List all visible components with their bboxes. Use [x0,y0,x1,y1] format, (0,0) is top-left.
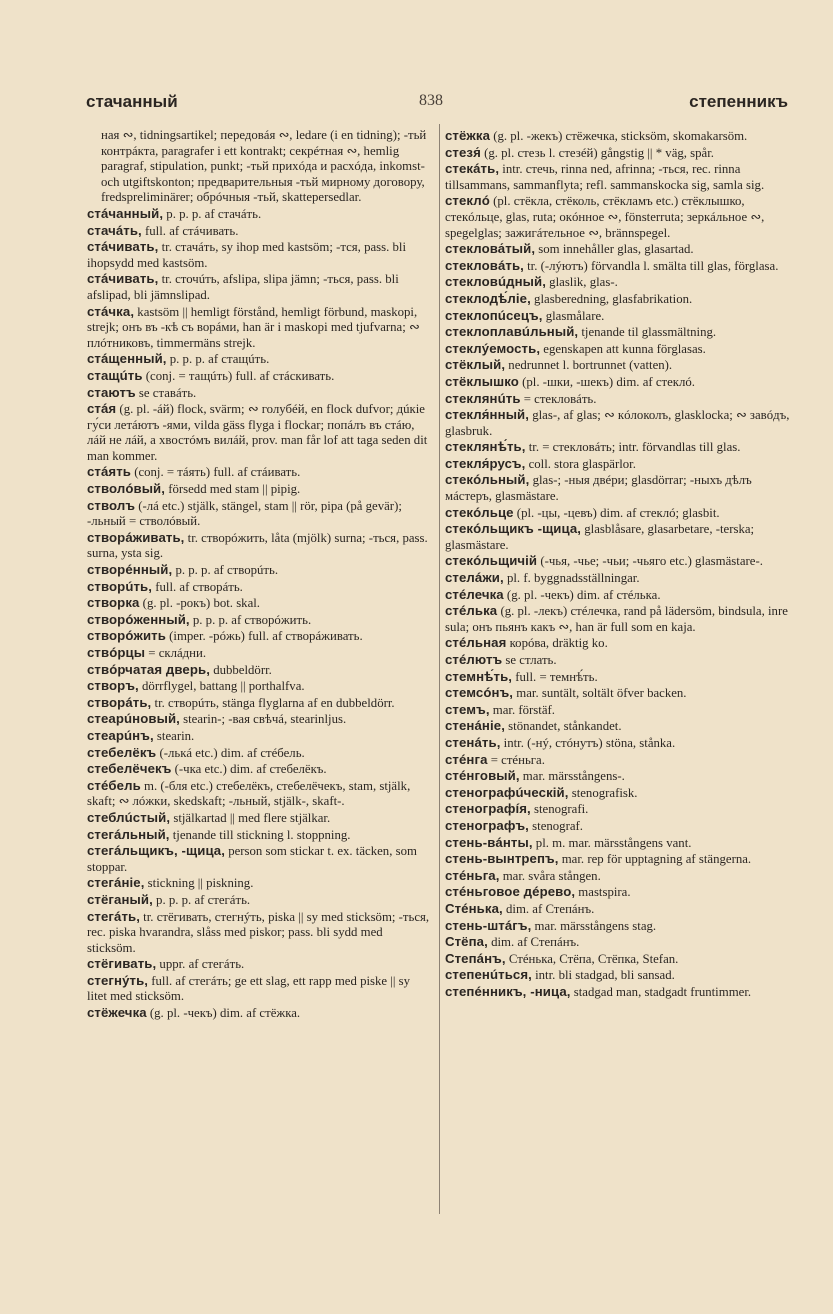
entry-definition: stenografi. [530,802,589,817]
entry-headword: стелáжи, [445,570,504,586]
entry-headword: стегáльный, [87,826,170,842]
entry-headword: стенографúческій, [445,784,569,800]
dictionary-entry [445,241,796,258]
entry-headword: створъ, [87,678,139,694]
entry-definition: pl. m. mar. märsstångens vant. [532,835,692,850]
entry-definition: (-лькá etc.) dim. af стéбель. [156,745,305,760]
dictionary-entry [445,145,796,162]
entry-headword: стёгивать, [87,956,157,972]
dictionary-entry [445,851,796,868]
entry-definition: (pl. стёкла, стёколь, стёкламъ etc.) стёклышко, стекóльце, glas, ruta; окóнное ∾, fönsterruta; зеркáльное ∾, spegelglas; зажигáтельное ∾, brännspegel. [445,194,765,240]
dictionary-entry [87,612,432,629]
dictionary-entry [87,530,432,562]
entry-headword: степéнникъ, -ница, [445,983,571,999]
entry-definition: full. = темнѣ́ть. [512,669,598,684]
entry-definition: m. (-бля etc.) стебелёкъ, стебелёчекъ, stam, stjälk, skaft; ∾ лóжки, skedskaft; -льный, stjälk-, skaft-. [87,778,411,809]
entry-headword: стеклянѣ́ть, [445,439,526,455]
right-column [445,128,796,1220]
entry-definition: Стéнька, Стёпа, Стёпка, Stefan. [505,951,679,966]
entry-headword: стеарúновый, [87,711,180,727]
dictionary-entry [445,161,796,193]
dictionary-entry [87,464,432,481]
entry-headword: Степáнъ, [445,950,506,966]
entry-headword: стень-вынтрепъ, [445,851,559,867]
dictionary-entry [445,818,796,835]
entry-headword: стекловúдный, [445,274,546,290]
entry-headword: стегáніе, [87,875,145,891]
dictionary-entry [87,385,432,402]
entry-definition: (conj. = тащúть) full. af стáскивать. [142,368,335,383]
dictionary-entry [87,728,432,745]
entry-headword: стекóльный, [445,472,530,488]
entry-headword: стволъ [87,497,136,513]
entry-headword: стеклопúсецъ, [445,307,543,323]
dictionary-entry [445,801,796,818]
entry-headword: стволóвый, [87,481,166,497]
entry-definition: som innehåller glas, glasartad. [535,242,694,257]
entry-headword: стемнѣ́ть, [445,668,513,684]
entry-headword: стáчивать, [87,239,159,255]
dictionary-entry [445,835,796,852]
page-header [86,92,788,122]
entry-definition: tr. стёгивать, стегнýть, piska || sy med sticksöm; -ться, rec. piska hvarandra, slåss med piskor; pass. bli sydd med sticksöm. [87,909,430,955]
entry-definition: tr. = стекловáть; intr. förvandlas till glas. [525,440,741,455]
dictionary-entry [87,827,432,844]
entry-definition: tjenande til glassmältning. [578,325,717,340]
dictionary-entry [87,562,432,579]
entry-headword: ствóрчатая дверь, [87,661,210,677]
entry-headword: стеблúстый, [87,809,171,825]
entry-definition: (-лá etc.) stjälk, stängel, stam || rör, pipa (på gevär); -льный = стволóвый. [87,498,402,529]
dictionary-entry [87,810,432,827]
entry-definition: mastspira. [575,885,631,900]
dictionary-entry [87,128,432,206]
dictionary-entry [445,357,796,374]
entry-definition: se ставáть. [135,385,197,400]
dictionary-entry [445,901,796,918]
entry-headword: стачáть, [87,222,142,238]
entry-definition: intr. (-нý, стóнутъ) stöna, stånka. [500,735,676,750]
entry-headword: створóжить [87,628,166,644]
dictionary-entry [445,984,796,1001]
entry-definition: glaslik, glas-. [545,275,618,290]
entry-headword: стáять [87,464,131,480]
entry-headword: стемъ, [445,701,490,717]
entry-headword: стéбель [87,777,141,793]
dictionary-entry [445,735,796,752]
entry-definition: корóва, dräktig ko. [506,636,608,651]
entry-headword: стéлютъ [445,652,503,667]
entry-headword: стéнговый, [445,768,520,784]
dictionary-entry [87,778,432,810]
entry-headword: стекóльщичій [445,553,538,569]
entry-headword: стеклова́тый, [445,241,536,257]
entry-headword: стеклýемость, [445,340,541,356]
dictionary-entry [445,391,796,408]
dictionary-entry [445,472,796,504]
entry-definition: tr. сточúть, afslipa, slipa jämn; -ться, pass. bli afslipad, bli jämnslipad. [87,272,399,302]
entry-headword: стекóльщикъ -щица, [445,521,582,537]
entry-headword: стéньга, [445,867,500,883]
dictionary-entry [445,274,796,291]
entry-definition: stönandet, stånkandet. [504,719,622,734]
entry-definition: stearin-; -вая свѣчá, stearinljus. [179,712,347,727]
entry-definition: intr. bli stadgad, bli sansad. [531,968,675,983]
entry-definition: p. p. p. af стачáть. [163,206,262,221]
entry-definition: dim. af Степáнъ. [502,901,595,916]
entry-definition: p. p. p. af стащúть. [166,352,270,367]
entry-definition: mar. märsstångens-. [519,769,625,784]
entry-definition: intr. стечь, rinna ned, afrinna; -ться, rec. rinna tillsammans, sammanflyta; refl. sammanskocka sig, samla sig. [445,162,765,192]
entry-headword: стебелёчекъ [87,761,172,777]
entry-headword: Стéнька, [445,900,503,916]
entry-definition: (g. pl. -чекъ) dim. af стёжка. [146,1006,301,1021]
entry-headword: стеклянúть [445,390,521,406]
entry-definition: (g. pl. -áй) flock, svärm; ∾ голубéй, en flock dufvor; дúкіе гу́си летáютъ -ями, vilda gäss flyga i flockar; попáлъ въ стáю, лáй не лáй, а хвостóмъ вилáй, prov. man får lof att taga seden dit man kommer. [87,402,428,463]
entry-definition: (g. pl. -рокъ) bot. skal. [139,596,261,611]
entry-headword: стекловáть, [445,257,524,273]
dictionary-entry [445,587,796,604]
entry-definition: mar. förstäf. [489,702,555,717]
dictionary-entry [87,481,432,498]
dictionary-entry [87,628,432,645]
entry-headword: стень-штáгъ, [445,917,532,933]
entry-headword: створóженный, [87,611,190,627]
entry-headword: стегáльщикъ, -щица, [87,843,226,859]
entry-headword: стёклышко [445,373,519,389]
entry-definition: full. af стáчивать. [141,223,239,238]
entry-headword: стекля́русъ, [445,455,526,471]
entry-definition: (pl. -цы, -цевъ) dim. af стеклó; glasbit. [513,505,720,520]
entry-headword: стемсóнъ, [445,685,514,701]
dictionary-entry [87,745,432,762]
dictionary-entry [445,456,796,473]
entry-definition: glas-; -ныя двéри; glasdörrar; -ныхъ дѣлъ мáстеръ, glasmästare. [445,473,752,504]
entry-definition: dörrflygel, battang || porthalfva. [138,679,305,694]
dictionary-entry [87,239,432,271]
entry-headword: стёжка [445,128,491,143]
right-running-headword: степенникъ [689,92,788,111]
entry-definition: glasblåsare, glasarbetare, -terska; glasmästare. [445,522,755,552]
dictionary-entry [87,368,432,385]
entry-headword: стёганый, [87,891,153,907]
entry-headword: створáживать, [87,529,185,545]
entry-headword: створúть, [87,578,153,594]
entry-headword: стáчанный, [87,205,164,221]
dictionary-entry [87,401,432,464]
entry-definition: (imper. -рóжь) full. af створáживать. [165,629,363,644]
dictionary-entry [87,695,432,712]
entry-definition: dim. af Степáнъ. [487,935,580,950]
entry-definition: ная ∾, tidningsartikel; передовáя ∾, ledare (i en tidning); -тьй контрáкта, paragrafer i ett kontrakt; секрéтная ∾, hemlig paragraf, stipulation, punkt; -тьй прихóда и расхóда, inkomst- och utgiftskonton; предварительныя -тьй мирному договору, fredspreliminärer; обрóчныя -тьй, skattepersedlar. [101,128,427,205]
entry-definition: stadgad man, stadgadt fruntimmer. [570,984,752,999]
entry-definition: pl. f. byggnadsställningar. [503,571,640,586]
entry-headword: створáть, [87,694,152,710]
dictionary-entry [87,909,432,957]
dictionary-entry [445,128,796,145]
entry-headword: стéнга [445,751,488,767]
dictionary-entry [87,662,432,679]
entry-headword: стекóльце [445,504,514,520]
entry-definition: nedrunnet l. bortrunnet (vatten). [505,358,673,373]
dictionary-entry [445,553,796,570]
entry-headword: створка [87,595,140,611]
entry-headword: стенографíя, [445,801,531,817]
entry-definition: stenograf. [528,818,583,833]
entry-headword: стеклоплавúльный, [445,324,579,340]
entry-headword: стéльная [445,635,507,651]
entry-definition: se стлать. [502,653,557,667]
entry-headword: степенúться, [445,967,532,983]
entry-definition: tjenande till stickning l. stoppning. [169,827,351,842]
entry-definition: (g. pl. -лекъ) стéлечка, rand på lädersöm, bindsula, inre sula; онъ пьянъ какъ ∾, han är full som en kaja. [445,604,788,634]
entry-headword: створéнный, [87,562,173,578]
dictionary-entry [87,678,432,695]
dictionary-entry [445,291,796,308]
entry-headword: стéлька [445,603,498,619]
entry-definition: kastsöm || hemligt förstånd, hemligt förbund, maskopi, strejk; онъ въ -кѣ съ ворáми, han är i maskopi med tjufvarna; ∾ плóтниковъ, timmermäns strejk. [87,304,420,350]
entry-headword: ствóрцы [87,645,146,660]
entry-definition: stearin. [153,728,195,743]
dictionary-entry [445,967,796,984]
dictionary-entry [445,374,796,391]
entry-definition: (-чка etc.) dim. af стебелёкъ. [171,762,327,777]
entry-headword: стеклодѣ́ліе, [445,290,531,306]
dictionary-entry [445,407,796,439]
entry-headword: стень-вáнты, [445,834,533,850]
dictionary-entry [87,843,432,875]
entry-definition: = стéньга. [487,752,545,767]
entry-definition: uppr. af стегáть. [156,957,245,972]
dictionary-entry [445,934,796,951]
dictionary-entry [87,498,432,530]
left-column [87,128,432,1220]
dictionary-entry [445,785,796,802]
entry-headword: стёклый, [445,357,506,373]
dictionary-entry [445,768,796,785]
dictionary-entry [445,324,796,341]
entry-definition: p. p. p. af стегáть. [152,892,251,907]
dictionary-entry [87,595,432,612]
dictionary-entry [445,439,796,456]
dictionary-entry [445,341,796,358]
entry-headword: стáя [87,401,117,417]
entry-headword: стащúть [87,367,143,383]
entry-definition: mar. märsstångens stag. [531,918,657,933]
entry-headword: стáчивать, [87,271,159,287]
entry-definition: = стекловáть. [520,391,597,406]
dictionary-entry [445,884,796,901]
dictionary-entry [445,652,796,669]
entry-definition: mar. suntält, soltält öfver backen. [513,686,687,701]
entry-headword: стекля́нный, [445,407,530,423]
dictionary-entry [87,271,432,303]
entry-definition: mar. svåra stången. [499,868,601,883]
entry-headword: стéньговое дéрево, [445,884,576,900]
entry-definition: tr. стачáть, sy ihop med kastsöm; -тся, pass. bli ihopsydd med kastsöm. [87,240,407,270]
dictionary-entry [87,351,432,368]
entry-definition: stenografisk. [568,785,638,800]
entry-headword: стенографъ, [445,817,529,833]
entry-definition: coll. stora glaspärlor. [525,456,636,471]
entry-headword: стегáть, [87,908,140,924]
dictionary-entry [87,892,432,909]
entry-definition: stickning || piskning. [144,876,254,891]
dictionary-entry [445,258,796,275]
entry-headword: стёжечка [87,1005,147,1021]
entry-headword: Стёпа, [445,934,488,950]
entry-definition: egenskapen att kunna förglasas. [540,341,706,356]
entry-headword: стáщенный, [87,351,167,367]
entry-headword: стекáть, [445,161,500,177]
entry-definition: p. p. p. af створóжить. [189,612,312,627]
entry-headword: стаютъ [87,384,136,400]
entry-definition: (pl. -шки, -шекъ) dim. af стеклó. [518,374,695,389]
dictionary-entry [87,956,432,973]
left-running-headword: стачанный [86,92,178,111]
dictionary-entry [445,193,796,241]
entry-definition: mar. rep för upptagning af stängerna. [558,852,752,867]
dictionary-entry [445,603,796,635]
dictionary-entry [445,669,796,686]
dictionary-entry [445,702,796,719]
entry-definition: glas-, af glas; ∾ кóлоколъ, glasklocka; ∾ завóдъ, glasbruk. [445,408,790,438]
entry-headword: стезя́ [445,144,481,160]
dictionary-entry [87,711,432,728]
entry-definition: full. af створáть. [152,579,243,594]
entry-definition: tr. (-лýютъ) förvandla l. smälta till glas, förglasa. [523,258,779,273]
dictionary-entry [445,868,796,885]
dictionary-entry [445,718,796,735]
entry-definition: försedd med stam || pipig. [165,482,301,497]
dictionary-entry [87,304,432,352]
entry-headword: стеарúнъ, [87,727,154,743]
entry-headword: стенáніе, [445,718,505,734]
dictionary-entry [445,570,796,587]
entry-definition: glasberedning, glasfabrikation. [530,291,693,306]
column-divider [439,124,440,1214]
dictionary-entry [445,685,796,702]
entry-definition: (conj. = тáять) full. af стáивать. [131,465,301,480]
entry-definition: (g. pl. стезь l. стезéй) gångstig || * väg, spår. [480,145,714,160]
dictionary-entry [445,918,796,935]
entry-headword: стенáть, [445,734,501,750]
dictionary-entry [445,951,796,968]
entry-definition: (g. pl. -чекъ) dim. af стéлька. [503,587,661,602]
dictionary-entry [87,761,432,778]
entry-definition: tr. створúть, stänga flyglarna af en dubbeldörr. [151,695,395,710]
entry-headword: стегнýть, [87,972,149,988]
entry-headword: стебелёкъ [87,744,157,760]
dictionary-entry [445,752,796,769]
entry-definition: (-чья, -чье; -чьи; -чьяго etc.) glasmästare-. [537,554,763,569]
entry-definition: p. p. p. af створúть. [172,563,279,578]
entry-definition: stjälkartad || med flere stjälkar. [170,810,331,825]
entry-definition: = склáдни. [145,646,207,660]
dictionary-entry [445,635,796,652]
entry-headword: стáчка, [87,303,135,319]
entry-definition: glasmålare. [542,308,605,323]
dictionary-entry [87,206,432,223]
entry-definition: tr. створóжить, låta (mjölk) surna; -ться, pass. surna, ysta sig. [87,530,428,561]
entry-definition: full. af стегáть; ge ett slag, ett rapp med piske || sy litet med sticksöm. [87,973,410,1004]
dictionary-entry [87,223,432,240]
entry-headword: стеклó [445,193,490,209]
dictionary-entry [445,521,796,553]
dictionary-entry [445,308,796,325]
entry-headword: стéлечка [445,586,504,602]
dictionary-entry [445,505,796,522]
dictionary-entry [87,579,432,596]
dictionary-entry [87,645,432,662]
entry-definition: (g. pl. -жекъ) стёжечка, sticksöm, skomakarsöm. [490,129,748,143]
dictionary-entry [87,875,432,892]
entry-definition: person som stickar t. ex. täcken, som stoppar. [87,844,417,874]
dictionary-entry [87,1005,432,1022]
page-number: 838 [419,92,443,109]
dictionary-entry [87,973,432,1005]
entry-definition: dubbeldörr. [210,662,272,677]
